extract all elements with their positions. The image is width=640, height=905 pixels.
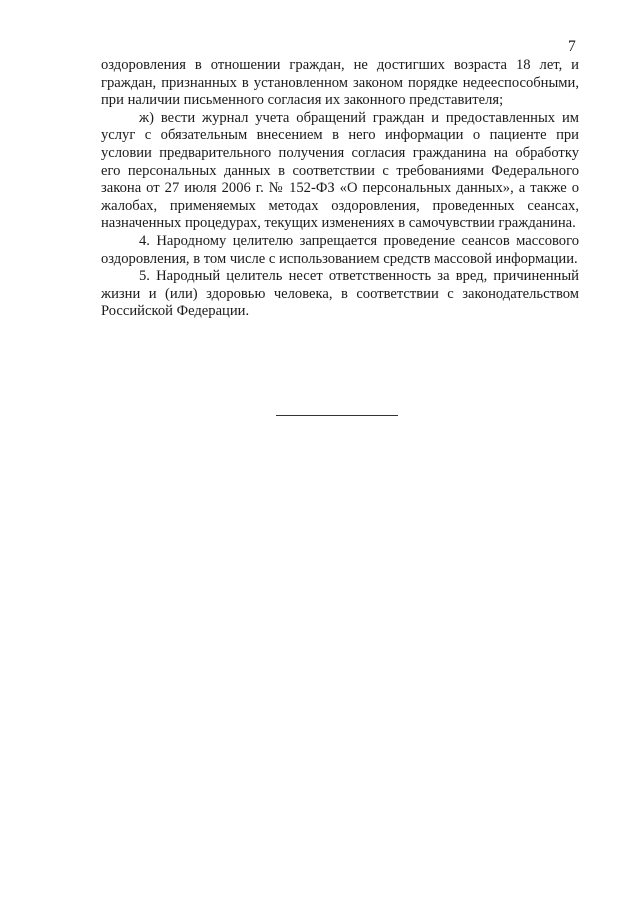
document-body	[101, 57, 579, 321]
end-of-document-line	[276, 415, 398, 416]
paragraph-item-zh: ж) вести журнал учета обращений граждан и предоставленных им услуг с обязательным внесением в него информации о пациенте при условии предварительного получения согласия гражданина на обработку его персональных данных в соответствии с требованиями Федерального закона от 27 июля 2006 г. № 152-ФЗ «О персональных данных», а также о жалобах, применяемых методах оздоровления, проведенных сеансах, назначенных процедурах, текущих изменениях в самочувствии гражданина.	[101, 109, 579, 232]
paragraph-5: 5. Народный целитель несет ответственность за вред, причиненный жизни и (или) здоровью человека, в соответствии с законодательством Российской Федерации.	[101, 268, 579, 320]
paragraph-4: 4. Народному целителю запрещается проведение сеансов массового оздоровления, в том числе с использованием средств массовой информации.	[101, 232, 579, 267]
page-number: 7	[568, 38, 576, 55]
paragraph-continuation: оздоровления в отношении граждан, не достигших возраста 18 лет, и граждан, признанных в установленном законом порядке недееспособными, при наличии письменного согласия их законного представителя;	[101, 57, 579, 109]
